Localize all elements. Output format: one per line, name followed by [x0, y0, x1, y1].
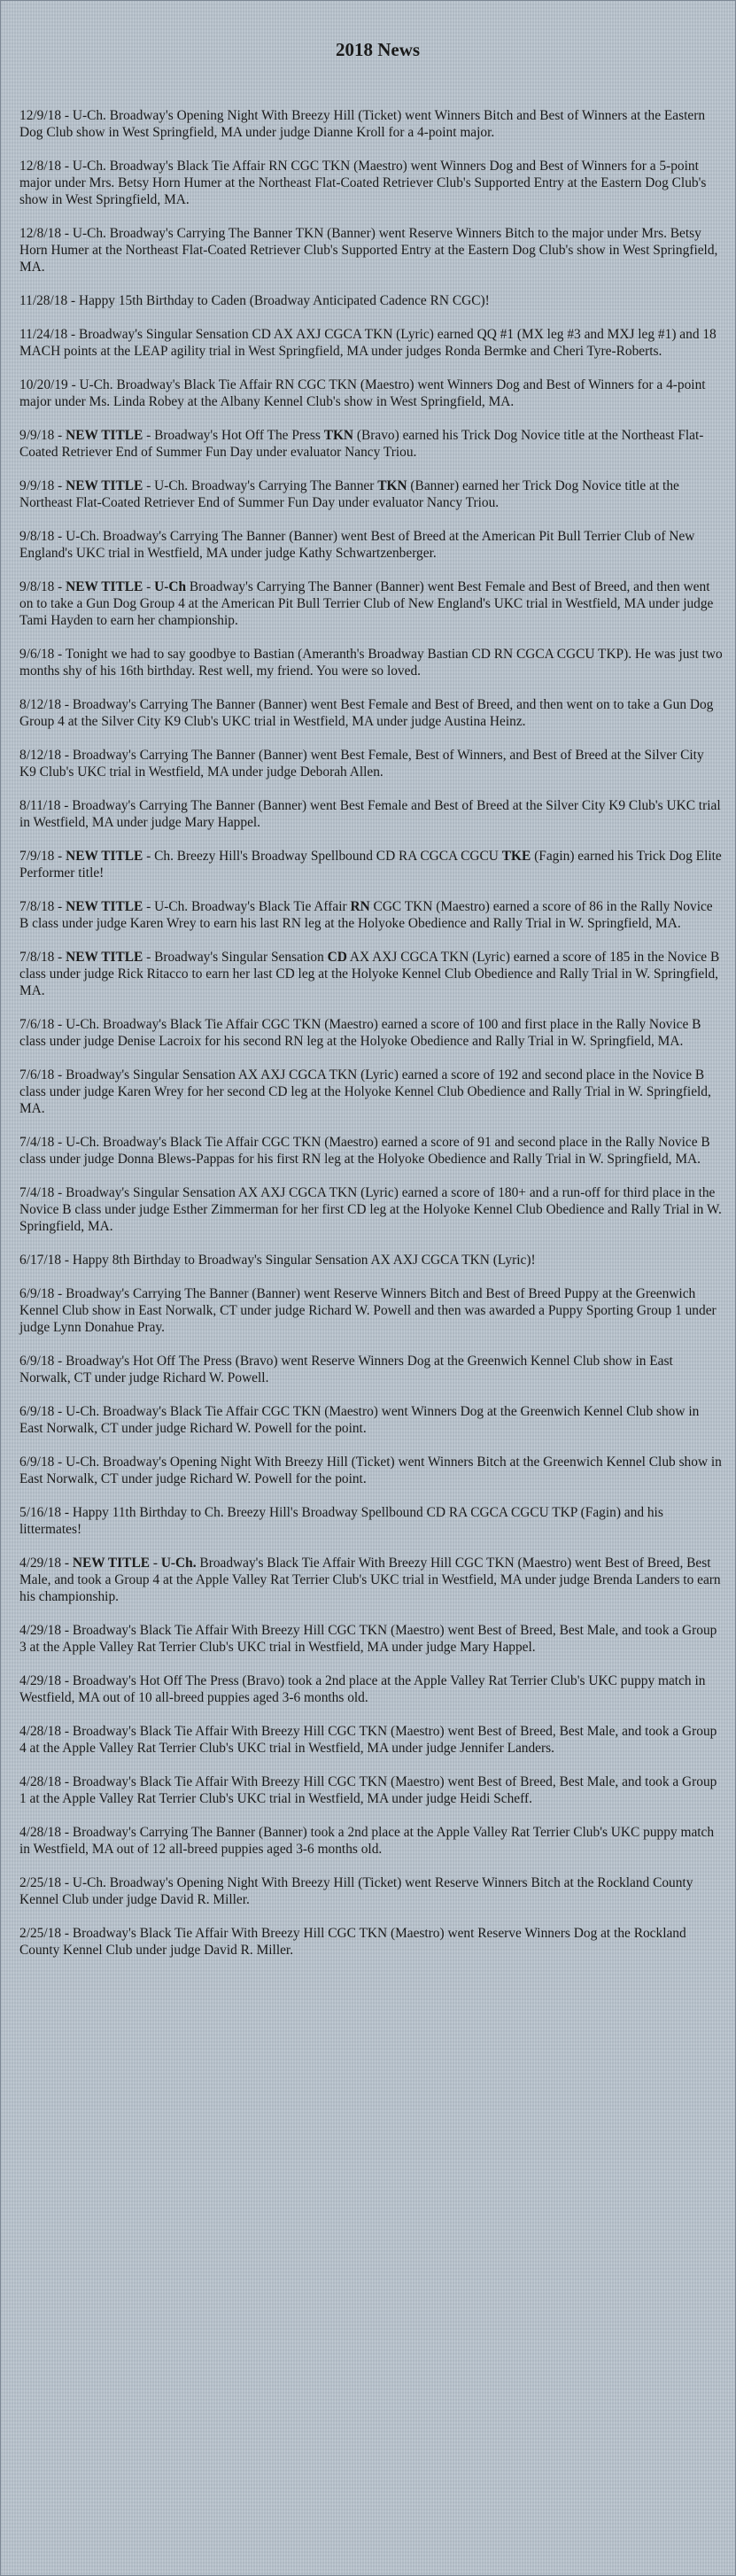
news-item-text: 5/16/18 - Happy 11th Birthday to Ch. Breezy Hill's Broadway Spellbound CD RA CGCA CGCU TKP (Fagin) and his littermates! — [19, 1505, 663, 1537]
news-item-text: 11/24/18 - Broadway's Singular Sensation CD AX AXJ CGCA TKN (Lyric) earned QQ #1 (MX leg #3 and MXJ leg #1) and 18 MACH points at the LEAP agility trial in West Springfield, MA under judges Ronda Bermke and Cheri Tyre-Roberts. — [19, 327, 717, 359]
news-item — [19, 107, 724, 141]
news-item — [19, 1134, 724, 1168]
news-item-text: - U-Ch. Broadway's Black Tie Affair — [143, 899, 351, 914]
news-item-text: Broadway's Carrying The Banner (Banner) went Best Female and Best of Breed, and then went on to take a Gun Dog Group 4 at the American Pit Bull Terrier Club of New England's UKC trial in Westfield, MA under judge Tami Hayden to earn her championship. — [19, 579, 714, 628]
news-item-text: 4/28/18 - Broadway's Black Tie Affair With Breezy Hill CGC TKN (Maestro) went Best of Breed, Best Male, and took a Group 1 at the Apple Valley Rat Terrier Club's UKC trial in Westfield, MA under judge Heidi Scheff. — [19, 1774, 717, 1806]
news-item-text: 7/4/18 - Broadway's Singular Sensation AX AXJ CGCA TKN (Lyric) earned a score of 180+ and a run-off for third place in the Novice B class under judge Esther Zimmerman for her first CD leg at the Holyoke Kennel Club Obedience and Rally Trial in W. Springfield, MA. — [19, 1185, 722, 1234]
news-item — [19, 898, 724, 932]
news-item-text: 6/17/18 - Happy 8th Birthday to Broadway's Singular Sensation AX AXJ CGCA TKN (Lyric)! — [19, 1253, 536, 1268]
news-item — [19, 848, 724, 881]
news-item-text: - U-Ch. Broadway's Carrying The Banner — [143, 478, 378, 493]
news-item-text: 4/28/18 - Broadway's Carrying The Banner (Banner) took a 2nd place at the Apple Valley Rat Terrier Club's UKC puppy match in Westfield, MA out of 12 all-breed puppies aged 3-6 months old. — [19, 1825, 715, 1857]
news-item-text: - — [149, 1556, 161, 1571]
news-item-text: 8/12/18 - Broadway's Carrying The Banner (Banner) went Best Female and Best of Breed, and then went on to take a Gun Dog Group 4 at the Silver City K9 Club's UKC trial in Westfield, MA under judge Austina Heinz. — [19, 697, 714, 729]
news-item-text: 4/29/18 - — [19, 1556, 73, 1571]
news-item — [19, 477, 724, 511]
news-item-emphasis: NEW TITLE — [66, 478, 143, 493]
news-item-text: 6/9/18 - Broadway's Hot Off The Press (Bravo) went Reserve Winners Dog at the Greenwich Kennel Club show in East Norwalk, CT under judge Richard W. Powell. — [19, 1354, 673, 1385]
news-item — [19, 1454, 724, 1487]
news-item-text: (Fagin) earned his Trick Dog Elite Performer title! — [19, 849, 722, 881]
news-item — [19, 528, 724, 562]
news-item-text: 4/29/18 - Broadway's Hot Off The Press (Bravo) took a 2nd place at the Apple Valley Rat Terrier Club's UKC puppy match in Westfield, MA out of 10 all-breed puppies aged 3-6 months old. — [19, 1673, 706, 1705]
news-item-text: - — [143, 579, 155, 594]
news-item — [19, 1672, 724, 1706]
news-item-text: 6/9/18 - U-Ch. Broadway's Opening Night With Breezy Hill (Ticket) went Winners Bitch at the Greenwich Kennel Club show in East Norwalk, CT under judge Richard W. Powell for the point. — [19, 1455, 722, 1486]
news-item — [19, 578, 724, 629]
news-item — [19, 1555, 724, 1605]
news-item — [19, 1067, 724, 1117]
news-item-text: 7/9/18 - — [19, 849, 66, 864]
news-item-emphasis: TKE — [501, 849, 531, 864]
news-item-emphasis: TKN — [377, 478, 407, 493]
news-item — [19, 1874, 724, 1908]
news-item-text: 7/8/18 - — [19, 899, 66, 914]
news-item — [19, 1184, 724, 1235]
news-item-emphasis: NEW TITLE — [72, 1556, 150, 1571]
news-item — [19, 646, 724, 679]
news-item-text: Broadway's Black Tie Affair With Breezy Hill CGC TKN (Maestro) went Best of Breed, Best Male, and took a Group 4 at the Apple Valley Rat Terrier Club's UKC trial in Westfield, MA under judge Brenda Landers to earn his championship. — [19, 1556, 721, 1604]
news-item-emphasis: NEW TITLE — [66, 849, 143, 864]
news-item-text: - Ch. Breezy Hill's Broadway Spellbound CD RA CGCA CGCU — [143, 849, 502, 864]
news-item-text: 4/29/18 - Broadway's Black Tie Affair With Breezy Hill CGC TKN (Maestro) went Best of Breed, Best Male, and took a Group 3 at the Apple Valley Rat Terrier Club's UKC trial in Westfield, MA under judge Mary Happel. — [19, 1623, 717, 1655]
news-item-text: 7/6/18 - Broadway's Singular Sensation AX AXJ CGCA TKN (Lyric) earned a score of 192 and second place in the Novice B class under judge Karen Wrey for her second CD leg at the Holyoke Kennel Club Obedience and Rally Trial in W. Springfield, MA. — [19, 1067, 711, 1116]
news-item-text: 6/9/18 - Broadway's Carrying The Banner (Banner) went Reserve Winners Bitch and Best of Breed Puppy at the Greenwich Kennel Club show in East Norwalk, CT under judge Richard W. Powell and then was awarded a Puppy Sporting Group 1 under judge Lynn Donahue Pray. — [19, 1286, 717, 1335]
news-item — [19, 326, 724, 360]
news-item — [19, 158, 724, 208]
news-item-text: AX AXJ CGCA TKN (Lyric) earned a score of 185 in the Novice B class under judge Rick Ritacco to earn her last CD leg at the Holyoke Kennel Club Obedience and Rally Trial in W. Springfield, MA. — [19, 950, 720, 998]
news-item — [19, 1773, 724, 1807]
news-item-emphasis: RN — [350, 899, 370, 914]
news-list — [19, 107, 724, 1959]
news-item — [19, 696, 724, 730]
news-item-emphasis: CD — [327, 950, 347, 965]
news-item-emphasis: U-Ch. — [160, 1556, 197, 1571]
news-item-text: 7/4/18 - U-Ch. Broadway's Black Tie Affair CGC TKN (Maestro) earned a score of 91 and second place in the Rally Novice B class under judge Donna Blews-Pappas for his first RN leg at the Holyoke Obedience and Rally Trial in W. Springfield, MA. — [19, 1135, 710, 1167]
news-item-emphasis: NEW TITLE — [66, 899, 143, 914]
news-item — [19, 1252, 724, 1269]
news-item — [19, 1723, 724, 1757]
page-title: 2018 News — [335, 39, 421, 60]
news-item — [19, 225, 724, 275]
news-item-text: 2/25/18 - Broadway's Black Tie Affair With Breezy Hill CGC TKN (Maestro) went Reserve Winners Dog at the Rockland County Kennel Club under judge David R. Miller. — [19, 1926, 686, 1958]
news-item — [19, 1016, 724, 1050]
news-item-emphasis: TKN — [323, 428, 354, 443]
news-item-text: 12/9/18 - U-Ch. Broadway's Opening Night With Breezy Hill (Ticket) went Winners Bitch and Best of Winners at the Eastern Dog Club show in West Springfield, MA under judge Dianne Kroll for a 4-point major. — [19, 108, 706, 140]
news-item-text: - Broadway's Singular Sensation — [143, 950, 328, 965]
news-item-text: 4/28/18 - Broadway's Black Tie Affair With Breezy Hill CGC TKN (Maestro) went Best of Breed, Best Male, and took a Group 4 at the Apple Valley Rat Terrier Club's UKC trial in Westfield, MA under judge Jennifer Landers. — [19, 1724, 717, 1756]
news-item — [19, 292, 724, 309]
news-item — [19, 1353, 724, 1386]
news-item-text: 12/8/18 - U-Ch. Broadway's Black Tie Affair RN CGC TKN (Maestro) went Winners Dog and Best of Winners for a 5-point major under Mrs. Betsy Horn Humer at the Northeast Flat-Coated Retriever Club's Supported Entry at the Eastern Dog Club's show in West Springfield, MA. — [19, 159, 707, 207]
news-item-text: 8/11/18 - Broadway's Carrying The Banner (Banner) went Best Female and Best of Breed at the Silver City K9 Club's UKC trial in Westfield, MA under judge Mary Happel. — [19, 798, 721, 830]
news-item-text: 12/8/18 - U-Ch. Broadway's Carrying The Banner TKN (Banner) went Reserve Winners Bitch to the major under Mrs. Betsy Horn Humer at the Northeast Flat-Coated Retriever Club's Supported Entry at the Eastern Dog Club's show in West Springfield, MA. — [19, 226, 718, 275]
news-item-text: (Banner) earned her Trick Dog Novice title at the Northeast Flat-Coated Retriever End of Summer Fun Day under evaluator Nancy Triou. — [19, 478, 679, 510]
news-item — [19, 1925, 724, 1959]
news-item-text: 9/8/18 - U-Ch. Broadway's Carrying The Banner (Banner) went Best of Breed at the American Pit Bull Terrier Club of New England's UKC trial in Westfield, MA under judge Kathy Schwartzenberger. — [19, 529, 695, 561]
news-item — [19, 376, 724, 410]
news-item-text: 9/9/18 - — [19, 428, 66, 443]
news-item-text: 7/6/18 - U-Ch. Broadway's Black Tie Affair CGC TKN (Maestro) earned a score of 100 and first place in the Rally Novice B class under judge Denise Lacroix for his second RN leg at the Holyoke Obedience and Rally Trial in W. Springfield, MA. — [19, 1017, 701, 1049]
news-item — [19, 1824, 724, 1858]
news-item-text: 8/12/18 - Broadway's Carrying The Banner (Banner) went Best Female, Best of Winners, and Best of Breed at the Silver City K9 Club's UKC trial in Westfield, MA under judge Deborah Allen. — [19, 748, 704, 780]
news-item-text: 9/8/18 - — [19, 579, 66, 594]
news-item-emphasis: NEW TITLE — [66, 579, 143, 594]
news-item — [19, 1504, 724, 1538]
news-item-text: 6/9/18 - U-Ch. Broadway's Black Tie Affair CGC TKN (Maestro) went Winners Dog at the Greenwich Kennel Club show in East Norwalk, CT under judge Richard W. Powell for the point. — [19, 1404, 700, 1436]
news-item — [19, 427, 724, 461]
news-item-text: 9/6/18 - Tonight we had to say goodbye to Bastian (Ameranth's Broadway Bastian CD RN CGCA CGCU TKP). He was just two months shy of his 16th birthday. Rest well, my friend. You were so loved. — [19, 647, 723, 679]
news-item — [19, 1403, 724, 1437]
news-item — [19, 747, 724, 780]
news-item-text: 11/28/18 - Happy 15th Birthday to Caden (Broadway Anticipated Cadence RN CGC)! — [19, 293, 490, 308]
news-item — [19, 1285, 724, 1336]
news-item — [19, 949, 724, 999]
news-item-text: 2/25/18 - U-Ch. Broadway's Opening Night With Breezy Hill (Ticket) went Reserve Winners Bitch at the Rockland County Kennel Club under judge David R. Miller. — [19, 1875, 693, 1907]
news-item-text: CGC TKN (Maestro) earned a score of 86 in the Rally Novice B class under judge Karen Wrey to earn his last RN leg at the Holyoke Obedience and Rally Trial in W. Springfield, MA. — [19, 899, 713, 931]
news-item-text: 10/20/19 - U-Ch. Broadway's Black Tie Affair RN CGC TKN (Maestro) went Winners Dog and Best of Winners for a 4-point major under Ms. Linda Robey at the Albany Kennel Club's show in West Springfield, MA. — [19, 377, 706, 409]
news-item-text: 9/9/18 - — [19, 478, 66, 493]
news-item — [19, 1622, 724, 1656]
news-item — [19, 797, 724, 831]
news-item-emphasis: U-Ch — [154, 579, 187, 594]
news-item-emphasis: NEW TITLE — [66, 950, 143, 965]
news-item-text: 7/8/18 - — [19, 950, 66, 965]
news-item-text: - Broadway's Hot Off The Press — [143, 428, 324, 443]
news-item-text: (Bravo) earned his Trick Dog Novice title at the Northeast Flat-Coated Retriever End of Summer Fun Day under evaluator Nancy Triou. — [19, 428, 704, 460]
news-item-emphasis: NEW TITLE — [66, 428, 143, 443]
